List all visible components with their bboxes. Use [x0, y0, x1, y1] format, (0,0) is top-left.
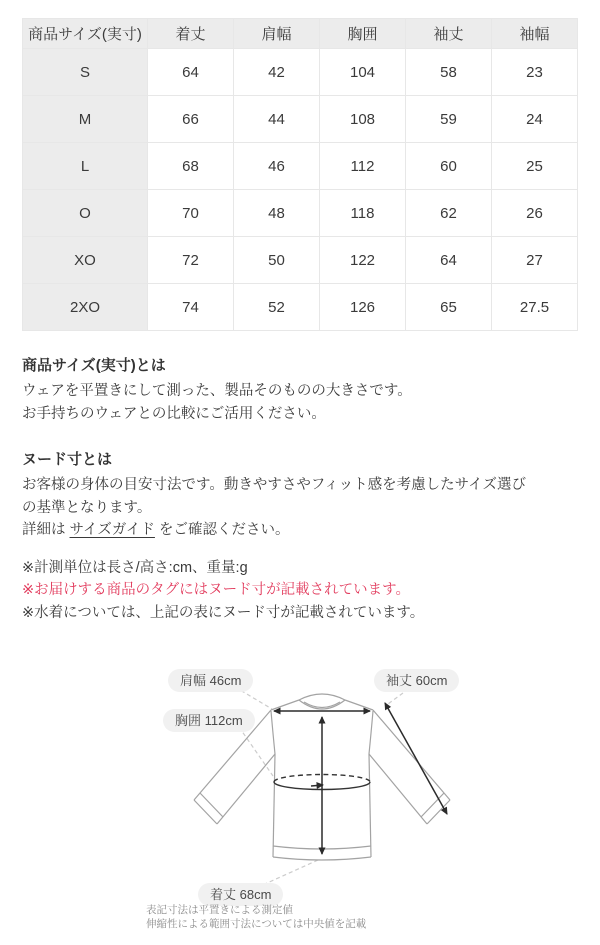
table-row — [23, 49, 578, 96]
cell: 64 — [148, 49, 234, 96]
shoulder-width-label: 肩幅 46cm — [168, 669, 253, 692]
cell: 64 — [406, 237, 492, 284]
notes-block — [22, 557, 578, 625]
cell: 42 — [234, 49, 320, 96]
table-row — [23, 284, 578, 331]
table-row — [23, 237, 578, 284]
size-guide-suffix: をご確認ください。 — [154, 522, 290, 538]
cell: 72 — [148, 237, 234, 284]
table-row — [23, 143, 578, 190]
cell: 58 — [406, 49, 492, 96]
cell: 66 — [148, 96, 234, 143]
product-size-heading: 商品サイズ(実寸)とは — [22, 357, 166, 374]
cell: 46 — [234, 143, 320, 190]
header-product-size: 商品サイズ(実寸) — [23, 19, 148, 49]
cell: 50 — [234, 237, 320, 284]
cell: 24 — [492, 96, 578, 143]
cell: 23 — [492, 49, 578, 96]
footnote-flat-measurement: 表記寸法は平置きによる測定値 — [146, 904, 293, 916]
header-shoulder: 肩幅 — [234, 19, 320, 49]
cell: 108 — [320, 96, 406, 143]
table-row — [23, 96, 578, 143]
size-guide-line — [22, 519, 578, 542]
size-label: M — [23, 96, 148, 143]
size-guide-link[interactable]: サイズガイド — [69, 522, 155, 538]
cell: 70 — [148, 190, 234, 237]
cell: 26 — [492, 190, 578, 237]
note-swimwear: ※水着については、上記の表にヌード寸が記載されています。 — [22, 604, 425, 621]
size-label: XO — [23, 237, 148, 284]
product-size-description-line2: お手持ちのウェアとの比較にご活用ください。 — [22, 405, 326, 422]
cell: 118 — [320, 190, 406, 237]
size-guide-prefix: 詳細は — [22, 522, 70, 538]
product-size-description-line1: ウェアを平置きにして測った、製品そのものの大きさです。 — [22, 383, 412, 399]
cell: 52 — [234, 284, 320, 331]
size-label: S — [23, 49, 148, 96]
table-row — [23, 190, 578, 237]
measurement-diagram — [22, 654, 578, 945]
nude-size-description-line1: お客様の身体の目安寸法です。動きやすさやフィット感を考慮したサイズ選び — [22, 477, 527, 493]
nude-size-description-line2: の基準となります。 — [22, 499, 152, 516]
size-label: 2XO — [23, 284, 148, 331]
header-chest: 胸囲 — [320, 19, 406, 49]
measurement-arrows — [274, 703, 447, 854]
table-header-row — [23, 19, 578, 49]
cell: 60 — [406, 143, 492, 190]
size-label: O — [23, 190, 148, 237]
nude-size-heading: ヌード寸とは — [22, 451, 113, 468]
cell: 112 — [320, 143, 406, 190]
cell: 44 — [234, 96, 320, 143]
size-table — [22, 18, 578, 331]
note-tag-nude-size: ※お届けする商品のタグにはヌード寸が記載されています。 — [22, 582, 410, 598]
cell: 59 — [406, 96, 492, 143]
sleeve-length-label: 袖丈 60cm — [374, 669, 459, 692]
cell: 62 — [406, 190, 492, 237]
cell: 65 — [406, 284, 492, 331]
cell: 122 — [320, 237, 406, 284]
cell: 25 — [492, 143, 578, 190]
size-label: L — [23, 143, 148, 190]
cell: 68 — [148, 143, 234, 190]
note-measurement-unit: ※計測単位は長さ/高さ:cm、重量:g — [22, 559, 248, 576]
body-length-label: 着丈 68cm — [198, 883, 283, 906]
chest-girth-label: 胸囲 112cm — [163, 709, 255, 732]
header-sleeve-width: 袖幅 — [492, 19, 578, 49]
header-sleeve-length: 袖丈 — [406, 19, 492, 49]
header-length: 着丈 — [148, 19, 234, 49]
garment-line-art — [22, 654, 600, 945]
cell: 104 — [320, 49, 406, 96]
footnote-stretch-median: 伸縮性による範囲寸法については中央値を記載 — [146, 918, 367, 930]
cell: 27 — [492, 237, 578, 284]
diagram-footnotes — [146, 903, 366, 931]
cell: 48 — [234, 190, 320, 237]
cell: 27.5 — [492, 284, 578, 331]
cell: 126 — [320, 284, 406, 331]
cell: 74 — [148, 284, 234, 331]
